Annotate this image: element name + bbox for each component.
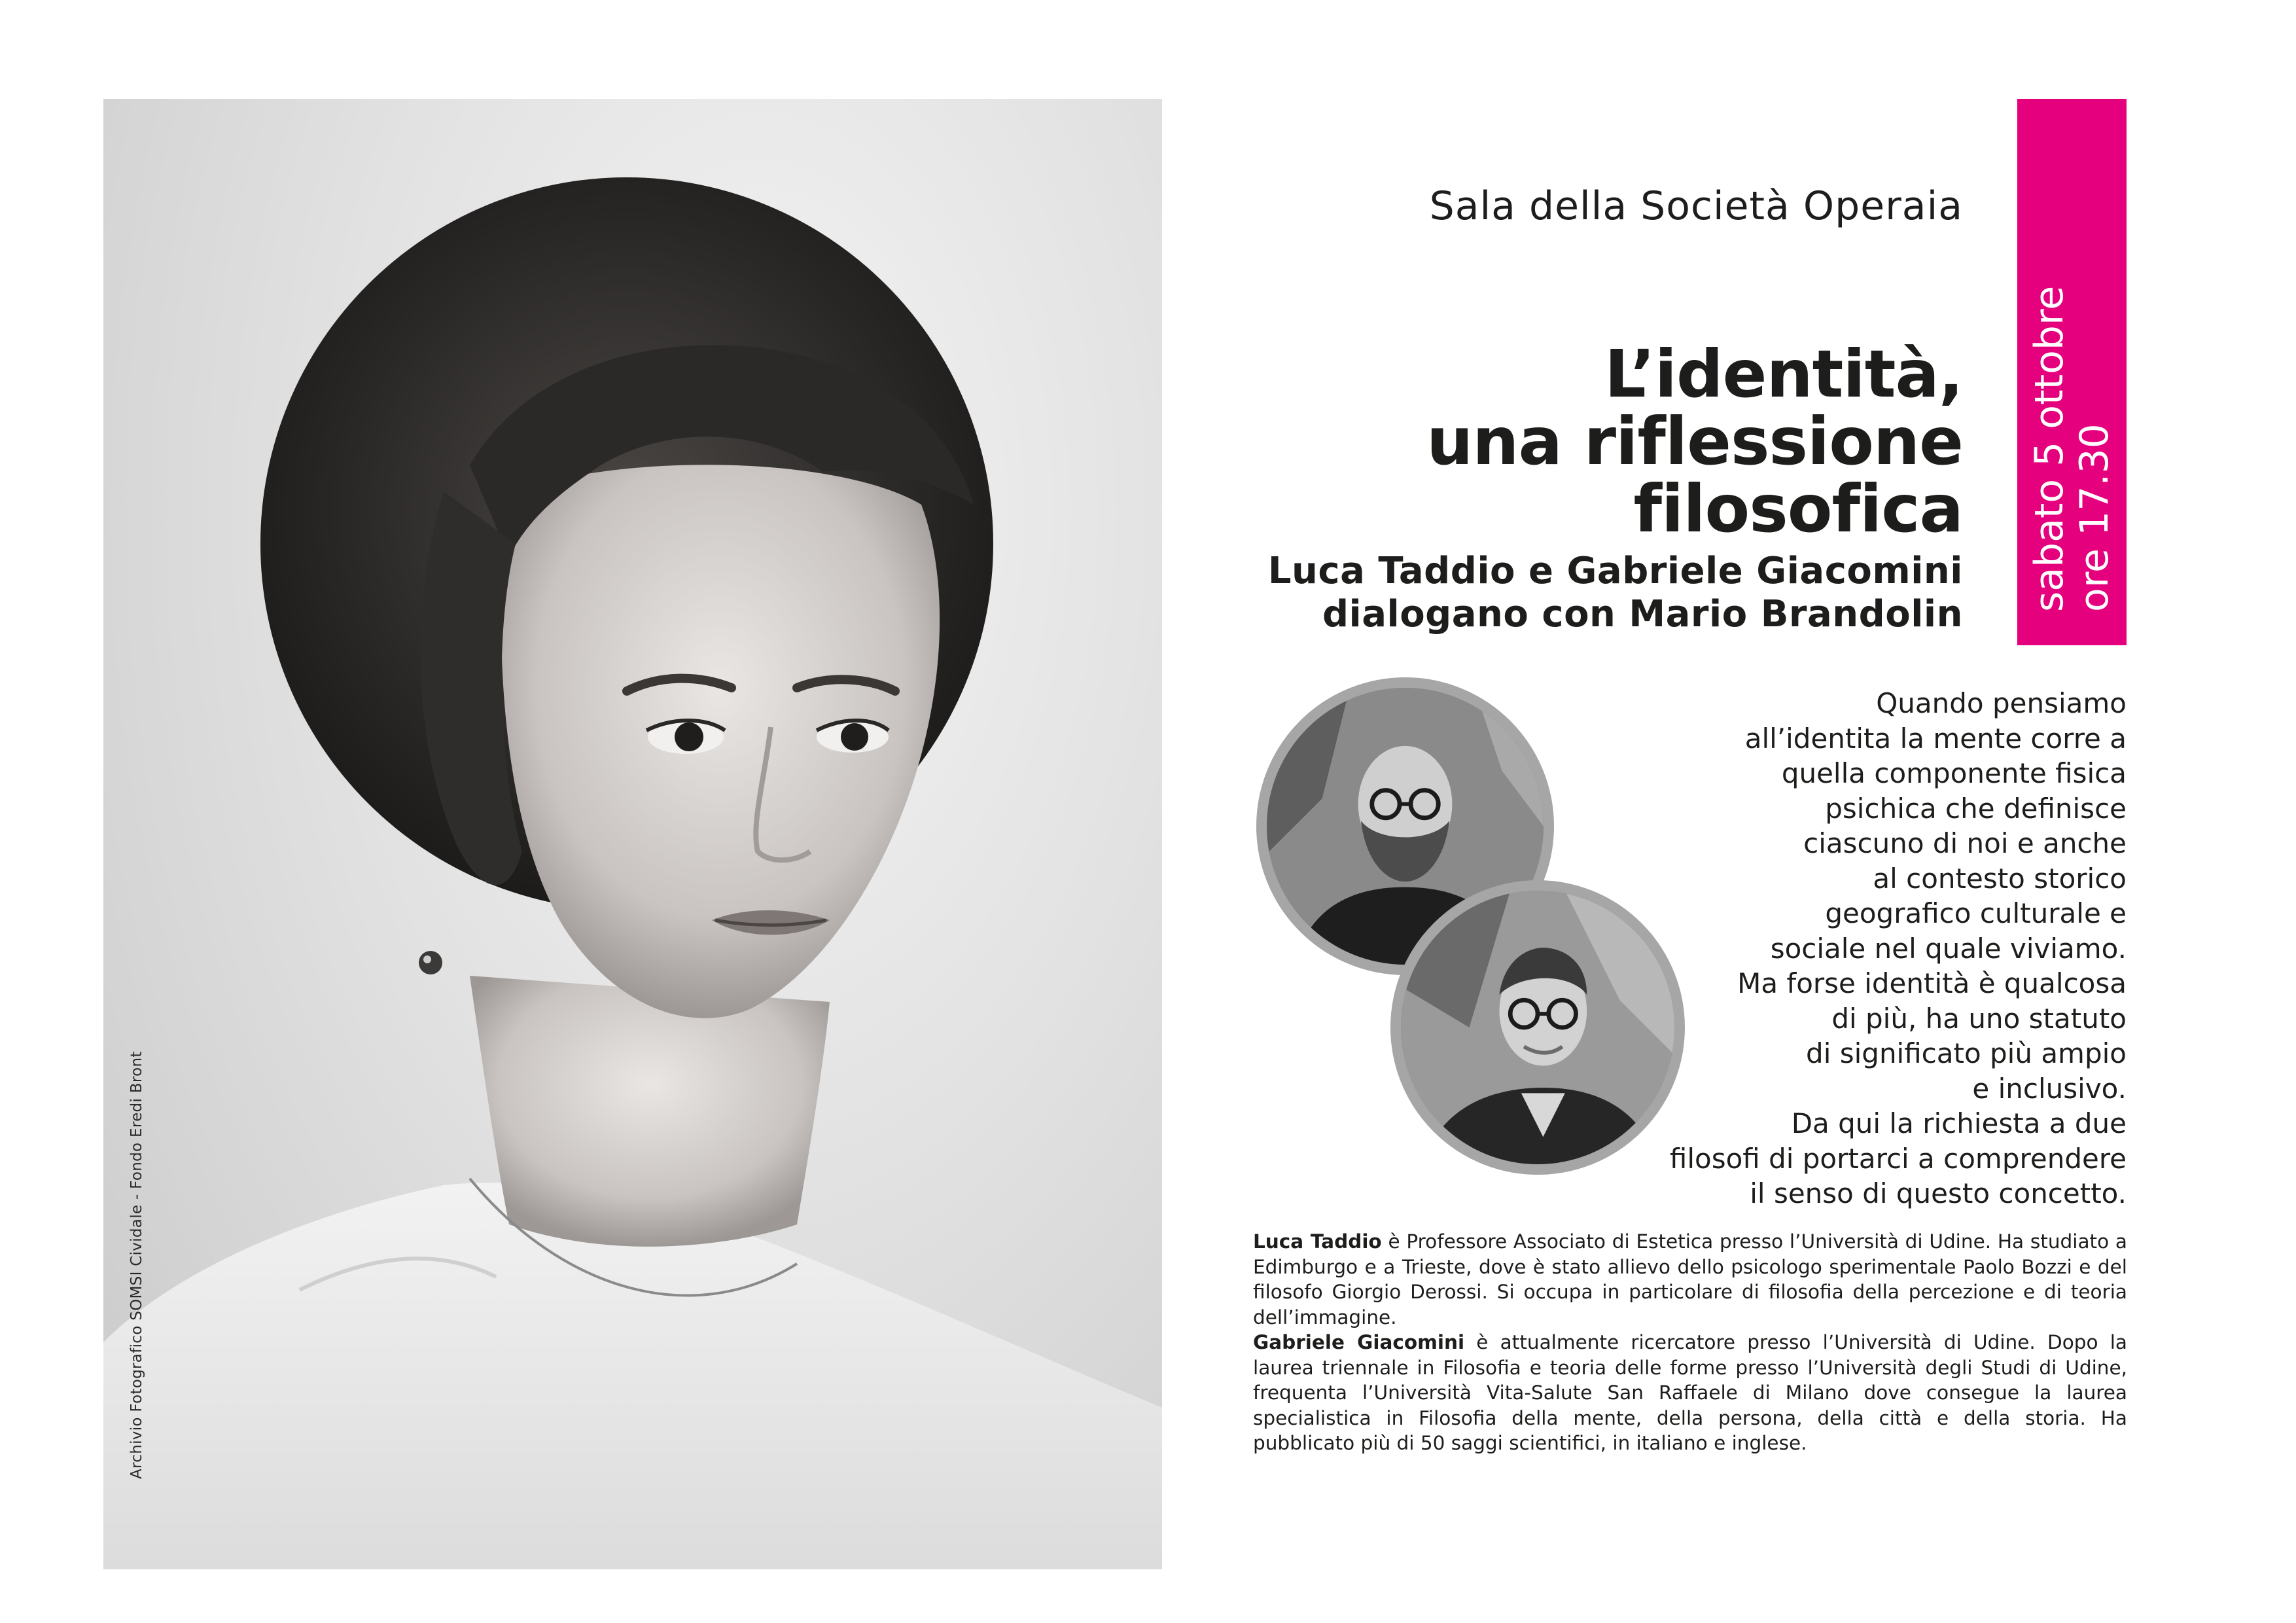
description-line: il senso di questo concetto. bbox=[1750, 1177, 2127, 1209]
description-line: Ma forse identità è qualcosa bbox=[1737, 967, 2127, 999]
description-line: al contesto storico bbox=[1873, 862, 2127, 895]
main-portrait-photo bbox=[103, 99, 1162, 1569]
description-line: Da qui la richiesta a due bbox=[1791, 1107, 2127, 1139]
event-description bbox=[1670, 686, 2127, 1211]
description-line: di più, ha uno statuto bbox=[1831, 1002, 2127, 1035]
photo-credit: Archivio Fotografico SOMSI Cividale - Fondo Eredi Bront bbox=[128, 1051, 145, 1479]
description-line: all’identita la mente corre a bbox=[1744, 722, 2127, 755]
bio-luca-taddio bbox=[1253, 1229, 2127, 1330]
speakers-subtitle bbox=[1268, 550, 1963, 636]
bio-text: è Professore Associato di Estetica presso l’Università di Udine. Ha studiato a Edimburgo e a Trieste, dove è stato allievo dello psicologo sperimentale Paolo Bozzi e del filosofo Giorgio Derossi. Si occupa in particolare di filosofia della percezione e di teoria dell’immagine. bbox=[1253, 1230, 2127, 1329]
description-line: Quando pensiamo bbox=[1876, 687, 2127, 719]
bio-text: è attualmente ricercatore presso l’Università di Udine. Dopo la laurea triennale in Filosofia e teoria delle forme presso l’Università degli Studi di Udine, frequenta l’Università Vita-Salute San Raffaele di Milano dove consegue la laurea specialistica in Filosofia della mente, della persona, della città e della storia. Ha pubblicato più di 50 saggi scientifici, in italiano e inglese. bbox=[1253, 1331, 2128, 1454]
description-line: psichica che definisce bbox=[1825, 792, 2127, 825]
description-line: di significato più ampio bbox=[1806, 1037, 2127, 1069]
description-line: e inclusivo. bbox=[1972, 1072, 2127, 1105]
description-line: quella componente fisica bbox=[1781, 757, 2127, 789]
man-short-hair-glasses-illustration bbox=[1401, 891, 1674, 1164]
woman-portrait-illustration bbox=[103, 99, 1162, 1569]
bio-gabriele-giacomini bbox=[1253, 1330, 2127, 1456]
bio-name: Luca Taddio bbox=[1253, 1230, 1382, 1253]
event-date: sabato 5 ottobre bbox=[2026, 285, 2072, 612]
venue-heading: Sala della Società Operaia bbox=[1429, 183, 1963, 229]
speaker-bios bbox=[1253, 1229, 2127, 1456]
bio-name: Gabriele Giacomini bbox=[1253, 1331, 1465, 1353]
description-line: ciascuno di noi e anche bbox=[1803, 827, 2127, 859]
speakers-line: dialogano con Mario Brandolin bbox=[1322, 593, 1963, 635]
event-title-line: filosofica bbox=[1633, 471, 1963, 547]
speaker-portrait-gabriele-giacomini bbox=[1390, 880, 1685, 1175]
description-line: sociale nel quale viviamo. bbox=[1770, 932, 2127, 965]
speakers-line: Luca Taddio e Gabriele Giacomini bbox=[1267, 550, 1963, 592]
description-line: geografico culturale e bbox=[1825, 897, 2127, 929]
event-title-line: L’identità, bbox=[1604, 336, 1963, 412]
event-title bbox=[1426, 336, 1963, 547]
date-banner-text bbox=[2027, 286, 2117, 612]
event-time: ore 17.30 bbox=[2072, 423, 2117, 612]
description-line: filosofi di portarci a comprendere bbox=[1669, 1142, 2127, 1175]
event-title-line: una riflessione bbox=[1426, 403, 1963, 480]
